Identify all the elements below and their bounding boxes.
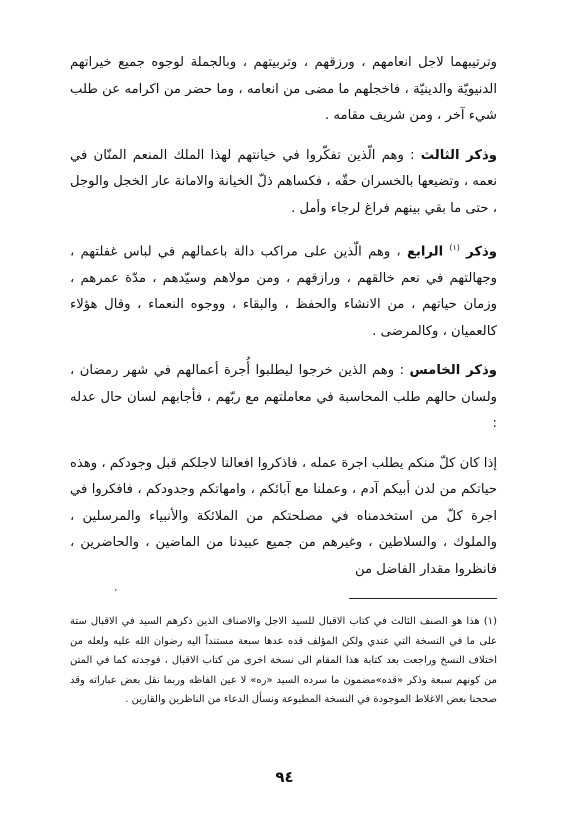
paragraph-heading-ordinal: الرابع bbox=[406, 244, 444, 260]
paragraph-body: وترتيبهما لاجل انعامهم ، ورزقهم ، وتربيتهم ، وبالجملة لوجوه جميع خيراتهم الدنيويّة والدينيّة ، فاخجلهم ما مضى من انعامه ، وما حضر من اكرامه عن طلب شيء آخر ، ومن شريف مقامه . bbox=[70, 55, 497, 123]
page-number: ٩٤ bbox=[275, 768, 294, 786]
paragraph-heading: وذكر الخامس bbox=[409, 363, 497, 379]
main-text bbox=[70, 50, 497, 596]
paragraph-3 bbox=[70, 235, 497, 345]
paragraph-body: : وهم الّذين تفكّروا في خيانتهم لهذا الملك المنعم المنّان في نعمه ، وتضيعها بالخسران حقّه ، فكساهم ذلّ الخيانة والامانة عار الخجل والوجل ، حتى ما بقي بينهم فراغ لرجاء وأمل . bbox=[70, 147, 497, 216]
footnote: (١) هذا هو الصنف الثالث في كتاب الاقبال للسيد الاجل والاصناف الذين ذكرهم السيد في الاقبال ستة على ما في النسخة التي عندي ولكن المؤلف قده عدها سبعة مستنداً اليه رضوان الله عليه ولعله من اختلاف النسخ وراجعت بعد كتابة هذا المقام الى نسخة اخرى من كتاب الاقبال ، فوجدته كما في المتن من كونهم سبعة وذكر «قده»مضمون ما سرده السيد «ره» لا عين الفاظه وربما نقل بعض عباراته وقد صححنا بعض الاغلاط الموجودة في النسخة المطبوعة ونسأل الدعاء من الناظرين والقارين . bbox=[70, 616, 497, 705]
paragraph-body: ، وهم الّذين على مراكب دالة باعمالهم في لباس غفلتهم ، وجهالتهم في نعم خالقهم ، ورازقهم ، ومن مولاهم وسيّدهم ، مدّة عمرهم ، وزمان حياتهم ، من الانشاء والحفظ ، والبقاء ، ووجوه النعماء ، وقال هؤلاء كالعميان ، وكالمرضى . bbox=[70, 244, 497, 339]
paragraph-4 bbox=[70, 358, 497, 438]
paragraph-1 bbox=[70, 50, 497, 130]
footnote-divider bbox=[349, 598, 497, 599]
paragraph-body: إذا كان كلّ منكم يطلب اجرة عمله ، فاذكروا افعالنا لاجلكم قبل وجودكم ، وهذه حياتكم من لدن أبيكم آدم ، وعملنا مع آبائكم ، وامهاتكم وجدودكم ، فافكروا في اجرة كلّ من استخدمناه في مصلحتكم من الملائكة والأنبياء والمرسلين ، والملوك ، والسلاطين ، وغيرهم من جميع عبيدنا من الماضين ، والحاضرين ، فانظروا مقدار الفاضل من bbox=[70, 455, 497, 577]
footnote-marker: (١) bbox=[449, 243, 460, 252]
paragraph-5 bbox=[70, 451, 497, 584]
paragraph-heading: وذكر bbox=[466, 244, 497, 260]
paragraph-body: : وهم الذين خرجوا ليطلبوا أُجرة أعمالهم في شهر رمضان ، ولسان حالهم طلب المحاسبة في معاملتهم مع ربّهم ، فأجابهم لسان حال عدله : bbox=[70, 363, 497, 432]
paragraph-2 bbox=[70, 143, 497, 223]
paragraph-heading: وذكر الثالث bbox=[420, 147, 497, 163]
stray-mark: ، bbox=[114, 583, 118, 594]
